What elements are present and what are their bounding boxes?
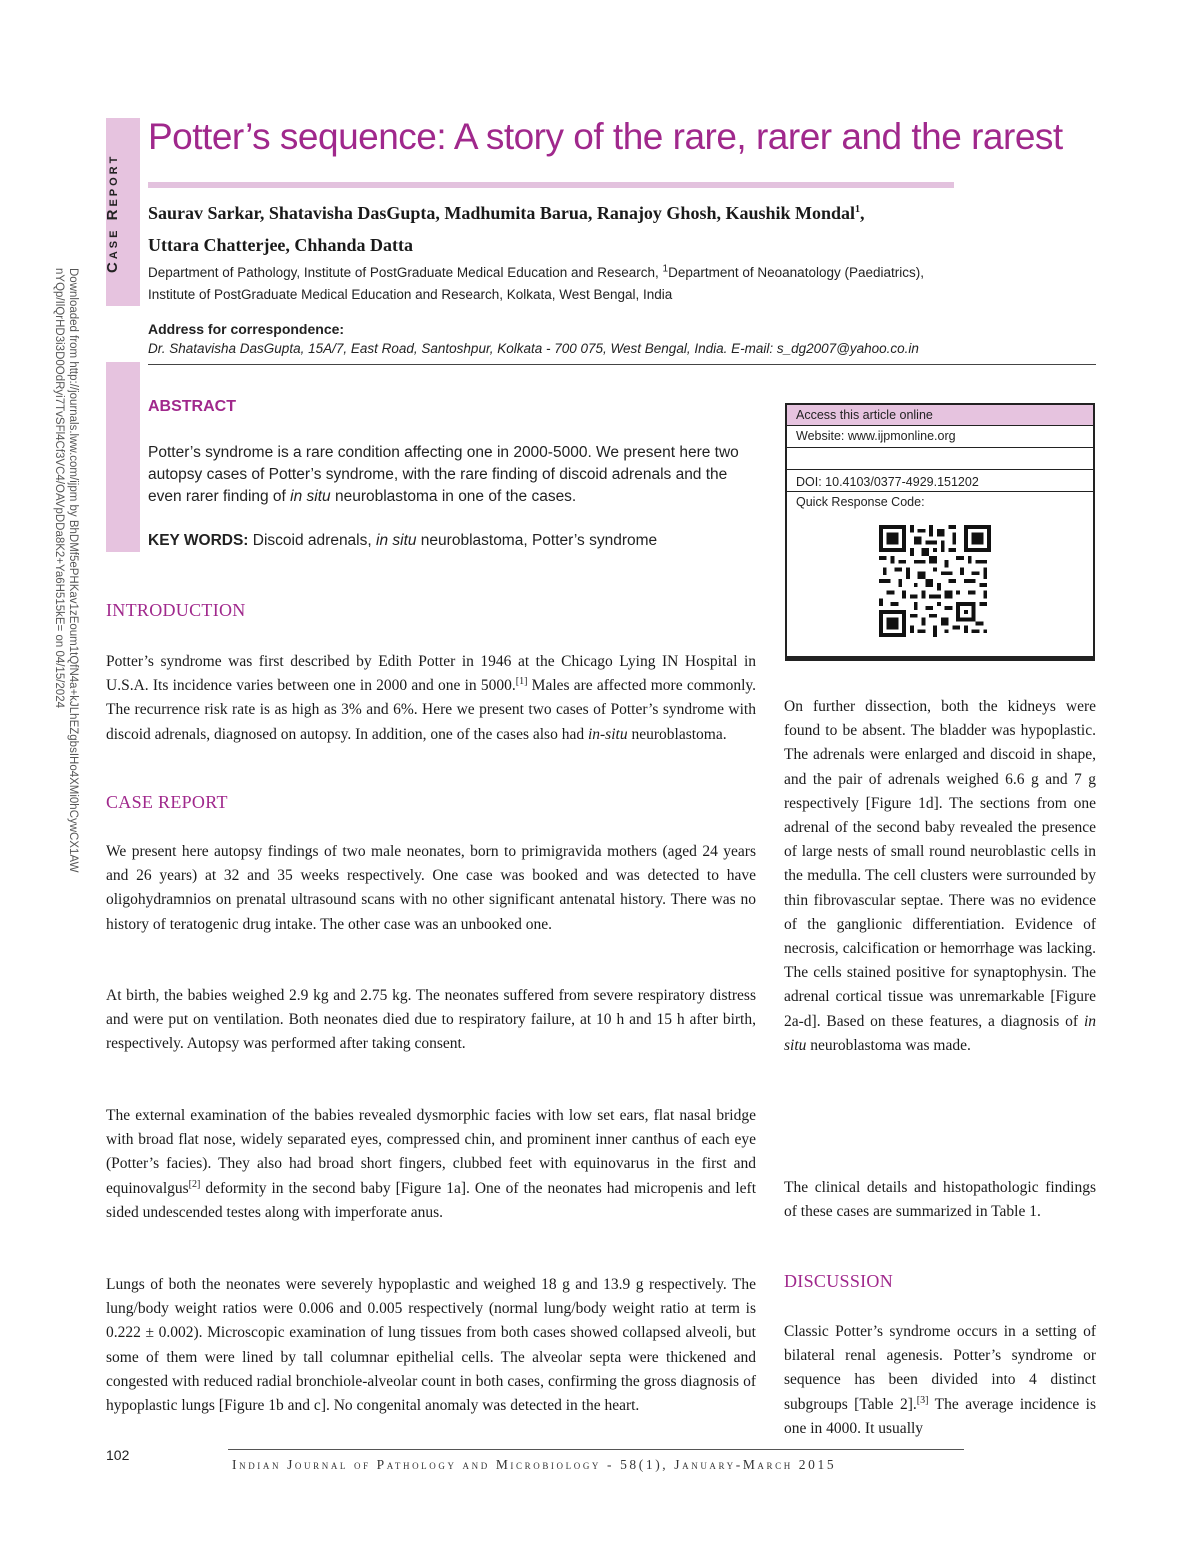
case-report-heading: CASE REPORT: [106, 792, 228, 812]
access-blank-row: [787, 448, 1093, 470]
discussion-heading: DISCUSSION: [784, 1271, 894, 1291]
abstract-text: [148, 442, 760, 508]
affiliation-sup: 1: [662, 263, 669, 275]
right-column-paragraph-1: [784, 695, 1096, 1058]
case-p3-text-a: The external examination of the babies revealed dysmorphic facies with low set ears, flat nasal bridge with broad flat nose, widely separated eyes, compressed chin, and prominent inner canthus of each eye (Potter’s facies). They also had broad short fingers, clubbed feet with equinovarus in the first and equinovalgus: [106, 1107, 756, 1197]
intro-text-c: neuroblastoma.: [627, 725, 727, 743]
discussion-ref-3[interactable]: [3]: [916, 1394, 929, 1406]
right-p1-text-b: neuroblastoma was made.: [806, 1036, 971, 1054]
intro-text-a: Potter’s syndrome was first described by Edith Potter in 1946 at the Chicago Lying IN Hospital in U.S.A. Its incidence varies between one in 2000 and one in 5000.: [106, 653, 756, 695]
intro-ref-1[interactable]: [1]: [515, 676, 528, 688]
discussion-text-a: Classic Potter’s syndrome occurs in a setting of bilateral renal agenesis. Potter’s syndrome or sequence has been divided into 4 distinct subgroups [Table 2].: [784, 1323, 1096, 1413]
abstract-heading: ABSTRACT: [148, 398, 236, 415]
affiliation-part-2: Department of Neoanatology (Paediatrics),: [668, 265, 924, 280]
discussion-paragraph: [784, 1320, 1096, 1441]
case-report-paragraph-4: Lungs of both the neonates were severely hypoplastic and weighed 18 g and 13.9 g respectively. The lung/body weight ratios were 0.006 and 0.005 respectively (normal lung/body weight ratio at term is 0.222 ± 0.002). Microscopic examination of lung tissues from both cases showed collapsed alveoli, but some of them were lined by tall columnar epithelial cells. The alveolar septa were thickened and congested with reduced radial bronchiole-alveolar count in both cases, confirming the gross diagnosis of hypoplastic lungs [Figure 1b and c]. No congenital anomaly was detected in the heart.: [106, 1276, 756, 1415]
authors-line-1: Saurav Sarkar, Shatavisha DasGupta, Madhumita Barua, Ranajoy Ghosh, Kaushik Mondal: [148, 203, 856, 223]
qr-code-icon[interactable]: [879, 525, 991, 637]
article-access-box: [785, 403, 1095, 659]
authors-line-2: Uttara Chatterjee, Chhanda Datta: [148, 235, 413, 255]
watermark-line-1: Downloaded from http://journals.lww.com/ijpm by BhDMf5ePHKav1zEoum1tQfN4a+kJLhEZgbsIHo4XMi0hCywCX1AW: [67, 268, 79, 873]
case-ref-2[interactable]: [2]: [188, 1178, 201, 1190]
discussion-text-b: The average incidence is one in 4000. It usually: [784, 1395, 1096, 1437]
intro-text-italic: in-situ: [587, 725, 628, 743]
article-title: Potter’s sequence: A story of the rare, rarer and the rarest: [148, 116, 1063, 157]
abstract-text-a: Potter’s syndrome is a rare condition affecting one in 2000-5000. We present here two autopsy cases of Potter’s syndrome, with the rare finding of discoid adrenals and the even rarer finding of: [148, 444, 739, 505]
affiliation-line-2: Institute of PostGraduate Medical Education and Research, Kolkata, West Bengal, India: [148, 287, 673, 302]
right-p1-text-a: On further dissection, both the kidneys were found to be absent. The bladder was hypoplastic. The adrenals were enlarged and discoid in shape, and the pair of adrenals weighed 6.6 g and 7 g respectively [Figure 1d]. The sections from one adrenal of the second baby revealed the presence of large nests of small round neuroblastic cells in the medulla. The cell clusters were surrounded by thin fibrovascular septae. There was no evidence of the ganglionic differentiation. Evidence of necrosis, calcification or hemorrhage was lacking. The cells stained positive for synaptophysin. The adrenal cortical tissue was unremarkable [Figure 2a-d]. Based on these features, a diagnosis of: [784, 698, 1096, 1030]
affiliation-part-1: Department of Pathology, Institute of PostGraduate Medical Education and Research,: [148, 265, 663, 280]
correspondence-heading: Address for correspondence:: [148, 321, 345, 337]
title-underline: [148, 182, 954, 188]
section-label: Case Report: [104, 153, 121, 273]
authors-sup: 1: [855, 204, 861, 215]
download-watermark: [52, 268, 80, 968]
keywords-italic: in situ: [376, 532, 417, 549]
right-p1-italic: in situ: [784, 1012, 1096, 1054]
case-report-paragraph-3: [106, 1104, 756, 1225]
introduction-heading: INTRODUCTION: [106, 600, 246, 620]
case-report-paragraph-2: At birth, the babies weighed 2.9 kg and 2.75 kg. The neonates suffered from severe respiratory distress and were put on ventilation. Both neonates died due to respiratory failure, at 10 h and 15 h after birth, respectively. Autopsy was performed after taking consent.: [106, 987, 756, 1053]
introduction-paragraph: [106, 650, 756, 747]
authors-line-1-tail: ,: [860, 203, 865, 223]
intro-text-b: Males are affected more commonly. The recurrence risk rate is as high as 3% and 6%. Here we present two cases of Potter’s syndrome with discoid adrenals, diagnosed on autopsy. In addition, one of the cases also had: [106, 677, 756, 743]
author-list: [148, 197, 1078, 261]
access-box-header: Access this article online: [787, 405, 1093, 426]
affiliation: [148, 262, 1108, 306]
keywords-label: KEY WORDS:: [148, 532, 249, 549]
keywords: [148, 532, 768, 550]
watermark-line-2: nYQp/IlQrHD3i3D0OdRyi7TvSFl4Cf3VC4/OAVpDDa8K2+Ya6H515kE= on 04/15/2024: [53, 268, 65, 708]
journal-footer: Indian Journal of Pathology and Microbiology - 58(1), January-March 2015: [232, 1457, 837, 1472]
header-divider: [148, 364, 1096, 365]
section-band-abstract: [106, 362, 140, 552]
access-box-bottom-bar: [785, 656, 1095, 661]
access-doi-link[interactable]: DOI: 10.4103/0377-4929.151202: [787, 470, 1093, 492]
footer-divider: [228, 1449, 964, 1450]
case-report-paragraph-1: We present here autopsy findings of two male neonates, born to primigravida mothers (aged 24 years and 26 years) at 32 and 35 weeks respectively. One case was booked and was detected to have oligohydramnios on prenatal ultrasound scans with no other significant antenatal history. There was no history of teratogenic drug intake. The other case was an unbooked one.: [106, 843, 756, 933]
access-qr-label: Quick Response Code:: [796, 495, 925, 509]
keywords-a: Discoid adrenals,: [248, 532, 376, 549]
keywords-b: neuroblastoma, Potter’s syndrome: [416, 532, 658, 549]
case-p3-text-b: deformity in the second baby [Figure 1a]. One of the neonates had micropenis and left sided undescended testes along with imperforate anus.: [106, 1179, 756, 1221]
page-number: 102: [106, 1447, 130, 1463]
correspondence-address: Dr. Shatavisha DasGupta, 15A/7, East Road, Santoshpur, Kolkata - 700 075, West Bengal, India. E-mail: s_dg2007@yahoo.co.in: [148, 341, 919, 356]
right-column-paragraph-2: The clinical details and histopathologic findings of these cases are summarized in Table 1.: [784, 1179, 1096, 1221]
abstract-text-b: neuroblastoma in one of the cases.: [330, 488, 577, 505]
abstract-text-italic: in situ: [290, 488, 331, 505]
access-website-link[interactable]: Website: www.ijpmonline.org: [787, 426, 1093, 448]
